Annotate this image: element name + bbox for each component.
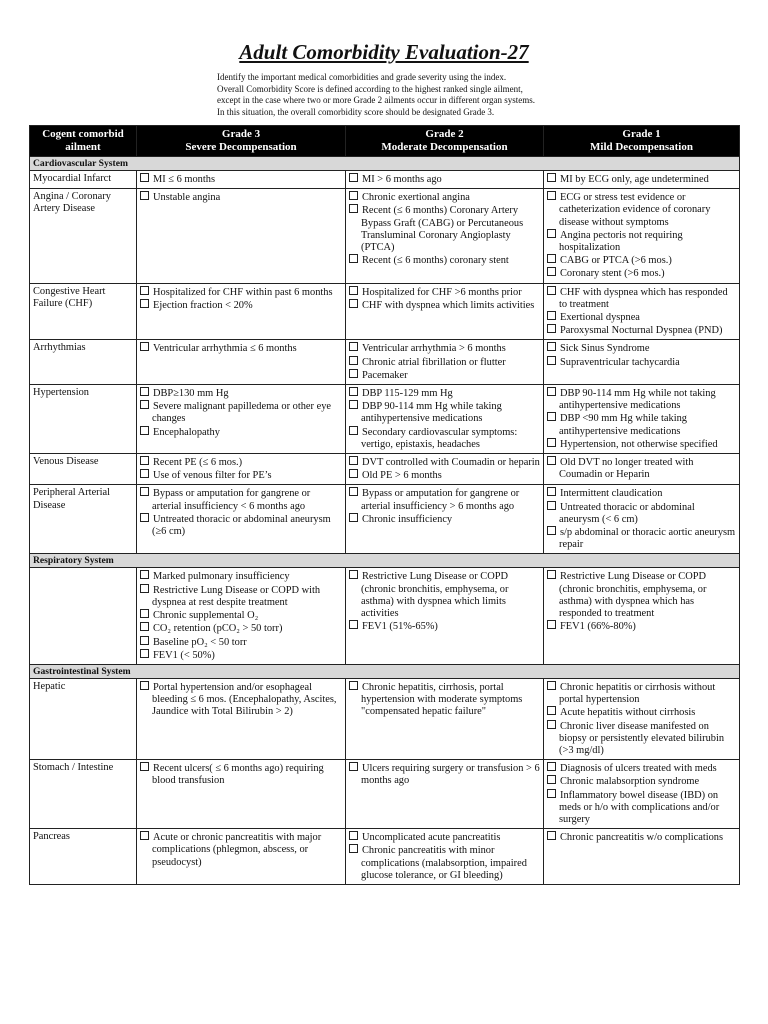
section-header-row [30, 554, 740, 568]
criterion-text: Recent (≤ 6 months) Coronary Artery Bypass Graft (CABG) or Percutaneous Transluminal Coronary Angioplasty (PTCA) [361, 205, 524, 254]
criterion-text: Bypass or amputation for gangrene or arterial insufficiency < 6 months ago [152, 488, 311, 512]
criterion-item [349, 513, 540, 526]
checkbox-icon[interactable] [349, 286, 358, 295]
criterion-text: Uncomplicated acute pancreatitis [362, 832, 501, 844]
criterion-text: Chronic exertional angina [362, 192, 470, 204]
grade-cell-g2 [346, 340, 544, 385]
grade-cell-g2 [346, 189, 544, 283]
criterion-text: CHF with dyspnea which has responded to treatment [559, 286, 728, 310]
grade-cell-g1 [544, 568, 740, 664]
criterion-text: Acute hepatitis without cirrhosis [560, 707, 696, 719]
page-title: Adult Comorbidity Evaluation-27 [239, 40, 529, 64]
criterion-item [140, 400, 342, 425]
criterion-text: Inflammatory bowel disease (IBD) on meds or h/o with complications and/or surgery [559, 789, 720, 825]
grade-cell-g1 [544, 340, 740, 385]
grade-cell-g1 [544, 385, 740, 454]
criterion-item [547, 267, 736, 280]
header-grade-3: Grade 3 Severe Decompensation [137, 126, 346, 157]
table-row [30, 829, 740, 885]
criterion-text: Recent PE (≤ 6 mos.) [153, 457, 243, 469]
criterion-text: Old DVT no longer treated with Coumadin or Heparin [559, 457, 694, 481]
checkbox-icon[interactable] [547, 324, 556, 333]
criterion-text: Chronic pancreatitis w/o complications [560, 832, 724, 844]
criterion-item [140, 387, 342, 400]
criterion-item [547, 324, 736, 337]
grade-cell-g3 [137, 283, 346, 340]
criterion-text: DBP 90-114 mm Hg while taking antihypertensive medications [361, 401, 502, 425]
criterion-text: Hospitalized for CHF >6 months prior [362, 286, 522, 298]
checkbox-icon[interactable] [349, 387, 358, 396]
criterion-item [547, 456, 736, 481]
criterion-item [349, 469, 540, 482]
criterion-text: Hypertension, not otherwise specified [560, 438, 718, 450]
criterion-item [547, 487, 736, 500]
grade-cell-g3 [137, 485, 346, 554]
criterion-item [349, 286, 540, 299]
criterion-text: Secondary cardiovascular symptoms: vertigo, epistaxis, headaches [361, 426, 518, 450]
checkbox-icon[interactable] [140, 649, 149, 658]
table-row [30, 385, 740, 454]
checkbox-icon[interactable] [140, 191, 149, 200]
criterion-text: CO₂ retention (pCO₂ > 50 torr) [153, 623, 283, 635]
grade-cell-g3 [137, 760, 346, 829]
checkbox-icon[interactable] [140, 469, 149, 478]
criterion-item [140, 456, 342, 469]
criterion-item [349, 191, 540, 204]
criterion-item [349, 762, 540, 787]
criterion-text: Marked pulmonary insufficiency [153, 571, 290, 583]
grade-cell-g2 [346, 454, 544, 485]
ailment-cell: Stomach / Intestine [30, 760, 137, 829]
grade-cell-g2 [346, 385, 544, 454]
criterion-text: Ulcers requiring surgery or transfusion > 6 months ago [361, 763, 540, 787]
checkbox-icon[interactable] [547, 267, 556, 276]
checkbox-icon[interactable] [547, 487, 556, 496]
criterion-item [547, 286, 736, 311]
checkbox-icon[interactable] [547, 706, 556, 715]
checkbox-icon[interactable] [547, 831, 556, 840]
criterion-item [349, 844, 540, 882]
checkbox-icon[interactable] [140, 400, 149, 409]
checkbox-icon[interactable] [140, 286, 149, 295]
criterion-item [547, 831, 736, 844]
criterion-text: Intermittent claudication [560, 488, 663, 500]
checkbox-icon[interactable] [349, 620, 358, 629]
checkbox-icon[interactable] [140, 584, 149, 593]
criterion-text: Chronic hepatitis, cirrhosis, portal hypertension with moderate symptoms "compensated hepatic failure" [361, 681, 523, 718]
criterion-text: Encephalopathy [153, 426, 220, 438]
criterion-item [547, 412, 736, 437]
criterion-text: Untreated thoracic or abdominal aneurysm (< 6 cm) [559, 501, 695, 525]
checkbox-icon[interactable] [140, 681, 149, 690]
checkbox-icon[interactable] [547, 620, 556, 629]
checkbox-icon[interactable] [349, 426, 358, 435]
checkbox-icon[interactable] [140, 487, 149, 496]
criterion-text: Recent (≤ 6 months) coronary stent [362, 255, 509, 267]
criterion-text: Untreated thoracic or abdominal aneurysm (≥6 cm) [152, 513, 331, 538]
criterion-item [349, 299, 540, 312]
ailment-cell: Venous Disease [30, 454, 137, 485]
section-title: Respiratory System [30, 554, 740, 568]
checkbox-icon[interactable] [349, 456, 358, 465]
checkbox-icon[interactable] [547, 762, 556, 771]
checkbox-icon[interactable] [547, 229, 556, 238]
criterion-item [349, 342, 540, 355]
checkbox-icon[interactable] [547, 254, 556, 263]
grade-cell-g2 [346, 678, 544, 759]
table-row [30, 189, 740, 283]
instructions [217, 72, 597, 118]
criterion-item [547, 775, 736, 788]
criterion-item [547, 501, 736, 526]
criterion-item [140, 286, 342, 299]
checkbox-icon[interactable] [140, 636, 149, 645]
criterion-text: Bypass or amputation for gangrene or arterial insufficiency > 6 months ago [361, 488, 520, 512]
ailment-cell: Congestive Heart Failure (CHF) [30, 283, 137, 340]
criterion-item [140, 342, 342, 355]
criterion-text: Severe malignant papilledema or other eye changes [152, 401, 332, 425]
checkbox-icon[interactable] [547, 501, 556, 510]
checkbox-icon[interactable] [547, 342, 556, 351]
grade-cell-g2 [346, 760, 544, 829]
checkbox-icon[interactable] [140, 831, 149, 840]
criterion-text: Coronary stent (>6 mos.) [560, 268, 665, 280]
checkbox-icon[interactable] [349, 570, 358, 579]
criterion-item [547, 173, 736, 186]
criterion-item [349, 369, 540, 382]
grade-cell-g1 [544, 283, 740, 340]
criterion-item [349, 620, 540, 633]
criterion-item [140, 487, 342, 512]
criterion-item [349, 570, 540, 620]
criterion-item [140, 622, 342, 635]
checkbox-icon[interactable] [547, 412, 556, 421]
grade-cell-g3 [137, 454, 346, 485]
criterion-text: Recent ulcers( ≤ 6 months ago) requiring blood transfusion [152, 763, 324, 787]
criterion-item [547, 254, 736, 267]
grade-cell-g2 [346, 829, 544, 885]
grade-cell-g1 [544, 171, 740, 189]
criterion-item [547, 342, 736, 355]
criterion-item [349, 356, 540, 369]
grade-cell-g1 [544, 454, 740, 485]
criterion-text: Chronic insufficiency [362, 513, 453, 525]
criterion-text: DBP 90-114 mm Hg while not taking antihypertensive medications [559, 388, 716, 412]
criterion-item [547, 526, 736, 551]
grade-cell-g1 [544, 485, 740, 554]
criterion-text: Exertional dyspnea [560, 312, 640, 324]
criterion-text: Baseline pO₂ < 50 torr [153, 636, 247, 648]
criterion-text: Chronic hepatitis or cirrhosis without portal hypertension [559, 681, 716, 706]
criterion-text: DVT controlled with Coumadin or heparin [362, 457, 540, 469]
criterion-item [547, 438, 736, 451]
checkbox-icon[interactable] [349, 469, 358, 478]
criterion-text: Sick Sinus Syndrome [560, 343, 650, 355]
table-row [30, 678, 740, 759]
checkbox-icon[interactable] [140, 622, 149, 631]
checkbox-icon[interactable] [349, 342, 358, 351]
criterion-item [547, 720, 736, 758]
checkbox-icon[interactable] [547, 286, 556, 295]
criterion-item [140, 173, 342, 186]
criterion-text: Restrictive Lung Disease or COPD with dyspnea at rest despite treatment [152, 584, 321, 608]
criterion-text: DBP≥130 mm Hg [153, 388, 229, 400]
grade-cell-g1 [544, 678, 740, 759]
ailment-cell: Hepatic [30, 678, 137, 759]
criterion-text: Chronic atrial fibrillation or flutter [362, 356, 506, 368]
grade-cell-g1 [544, 760, 740, 829]
criterion-item [140, 426, 342, 439]
checkbox-icon[interactable] [547, 191, 556, 200]
criterion-item [140, 649, 342, 662]
checkbox-icon[interactable] [547, 438, 556, 447]
checkbox-icon[interactable] [140, 762, 149, 771]
checkbox-icon[interactable] [547, 775, 556, 784]
criterion-text: Old PE > 6 months [362, 470, 442, 482]
criterion-item [140, 831, 342, 869]
criterion-item [140, 469, 342, 482]
grade-cell-g3 [137, 171, 346, 189]
grade-cell-g3 [137, 829, 346, 885]
checkbox-icon[interactable] [140, 513, 149, 522]
criterion-item [349, 400, 540, 425]
checkbox-icon[interactable] [140, 456, 149, 465]
instruction-line: In this situation, the overall comorbidity score should be designated Grade 3. [217, 106, 495, 117]
checkbox-icon[interactable] [349, 356, 358, 365]
table-row [30, 171, 740, 189]
criterion-item [349, 204, 540, 254]
table-row [30, 340, 740, 385]
criterion-item [349, 681, 540, 719]
criterion-text: FEV1 (51%-65%) [362, 621, 438, 633]
criterion-item [349, 387, 540, 400]
checkbox-icon[interactable] [547, 720, 556, 729]
table-row [30, 454, 740, 485]
header-grade-1: Grade 1 Mild Decompensation [544, 126, 740, 157]
ailment-cell: Myocardial Infarct [30, 171, 137, 189]
checkbox-icon[interactable] [547, 681, 556, 690]
criterion-item [140, 762, 342, 787]
criterion-item [547, 570, 736, 620]
checkbox-icon[interactable] [547, 311, 556, 320]
checkbox-icon[interactable] [349, 487, 358, 496]
criterion-text: DBP 115-129 mm Hg [362, 388, 453, 400]
checkbox-icon[interactable] [140, 570, 149, 579]
ailment-cell: Arrhythmias [30, 340, 137, 385]
checkbox-icon[interactable] [349, 191, 358, 200]
criterion-text: Ventricular arrhythmia > 6 months [362, 343, 506, 355]
criterion-text: Supraventricular tachycardia [560, 356, 680, 368]
checkbox-icon[interactable] [547, 456, 556, 465]
checkbox-icon[interactable] [349, 254, 358, 263]
table-row [30, 485, 740, 554]
criterion-item [140, 191, 342, 204]
criterion-item [547, 789, 736, 827]
instruction-line: Overall Comorbidity Score is defined according to the highest ranked single ailment, [217, 83, 523, 94]
checkbox-icon[interactable] [349, 299, 358, 308]
checkbox-icon[interactable] [349, 400, 358, 409]
criterion-text: Ejection fraction < 20% [153, 299, 253, 311]
criterion-text: MI ≤ 6 months [153, 174, 215, 185]
section-header-row [30, 664, 740, 678]
criterion-item [349, 254, 540, 267]
criterion-text: Restrictive Lung Disease or COPD (chronic bronchitis, emphysema, or asthma) with dyspnea which has responded to treatment [559, 571, 707, 620]
grade-cell-g2 [346, 485, 544, 554]
criterion-text: Acute or chronic pancreatitis with major complications (phlegmon, abscess, or pseudocyst) [152, 832, 322, 868]
criterion-item [140, 570, 342, 583]
checkbox-icon[interactable] [547, 173, 556, 182]
checkbox-icon[interactable] [547, 789, 556, 798]
checkbox-icon[interactable] [547, 526, 556, 535]
criterion-item [547, 191, 736, 229]
criterion-text: Ventricular arrhythmia ≤ 6 months [153, 343, 297, 355]
criterion-text: Restrictive Lung Disease or COPD (chronic bronchitis, emphysema, or asthma) with dyspnea which limits activities [361, 571, 509, 620]
criterion-text: Use of venous filter for PE’s [153, 470, 272, 482]
table-header-row [30, 126, 740, 157]
criterion-text: ECG or stress test evidence or catheterization evidence of coronary disease without symptoms [559, 192, 711, 228]
ailment-cell: Pancreas [30, 829, 137, 885]
grade-cell-g1 [544, 829, 740, 885]
criterion-item [140, 513, 342, 538]
criterion-text: Chronic malabsorption syndrome [560, 776, 700, 788]
section-title: Gastrointestinal System [30, 664, 740, 678]
checkbox-icon[interactable] [547, 356, 556, 365]
checkbox-icon[interactable] [349, 762, 358, 771]
checkbox-icon[interactable] [349, 844, 358, 853]
section-title: Cardiovascular System [30, 157, 740, 171]
criterion-text: Unstable angina [153, 192, 221, 204]
criterion-item [349, 426, 540, 451]
criterion-text: FEV1 (66%-80%) [560, 621, 636, 633]
criterion-item [349, 456, 540, 469]
checkbox-icon[interactable] [349, 681, 358, 690]
section-header-row [30, 157, 740, 171]
checkbox-icon[interactable] [349, 513, 358, 522]
criterion-text: DBP <90 mm Hg while taking antihypertensive medications [559, 413, 687, 437]
criterion-item [349, 487, 540, 512]
criterion-item [140, 299, 342, 312]
grade-cell-g3 [137, 568, 346, 664]
criterion-text: Pacemaker [362, 369, 408, 381]
checkbox-icon[interactable] [140, 173, 149, 182]
checkbox-icon[interactable] [140, 609, 149, 618]
grade-cell-g2 [346, 283, 544, 340]
checkbox-icon[interactable] [140, 426, 149, 435]
instruction-line: Identify the important medical comorbidities and grade severity using the index. [217, 72, 507, 82]
criterion-text: MI by ECG only, age undetermined [560, 174, 709, 185]
checkbox-icon[interactable] [547, 570, 556, 579]
grade-cell-g3 [137, 385, 346, 454]
criterion-item [140, 609, 342, 622]
grade-cell-g1 [544, 189, 740, 283]
criterion-item [547, 706, 736, 719]
criterion-text: Portal hypertension and/or esophageal bleeding ≤ 6 mos. (Encephalopathy, Ascites, Jaundice with Total Bilirubin > 2) [152, 681, 337, 718]
criterion-text: Hospitalized for CHF within past 6 months [153, 286, 333, 298]
ailment-cell: Hypertension [30, 385, 137, 454]
instruction-line: except in the case where two or more Grade 2 ailments occur in different organ systems. [217, 95, 536, 105]
grade-cell-g2 [346, 568, 544, 664]
criterion-item [547, 387, 736, 412]
ailment-cell [30, 568, 137, 664]
criterion-item [140, 681, 342, 719]
criterion-text: Chronic supplemental O₂ [153, 610, 259, 622]
criterion-text: FEV1 (< 50%) [153, 649, 215, 661]
criterion-item [547, 620, 736, 633]
header-ailment: Cogent comorbid ailment [30, 126, 137, 157]
ailment-cell: Angina / Coronary Artery Disease [30, 189, 137, 283]
criterion-text: Angina pectoris not requiring hospitalization [559, 229, 683, 254]
checkbox-icon[interactable] [547, 387, 556, 396]
criterion-text: Chronic pancreatitis with minor complications (malabsorption, impaired glucose tolerance, or GI bleeding) [361, 845, 527, 881]
checkbox-icon[interactable] [140, 299, 149, 308]
criterion-item [547, 762, 736, 775]
checkbox-icon[interactable] [349, 173, 358, 182]
criterion-item [140, 636, 342, 649]
criterion-item [349, 831, 540, 844]
grade-cell-g2 [346, 171, 544, 189]
criterion-text: Chronic liver disease manifested on biopsy or persistently elevated bilirubin (>3 mg/dl) [559, 720, 725, 756]
grade-cell-g3 [137, 189, 346, 283]
criterion-text: MI > 6 months ago [362, 174, 442, 185]
header-grade-2: Grade 2 Moderate Decompensation [346, 126, 544, 157]
table-row [30, 760, 740, 829]
checkbox-icon[interactable] [140, 387, 149, 396]
checkbox-icon[interactable] [349, 204, 358, 213]
checkbox-icon[interactable] [349, 831, 358, 840]
criterion-item [547, 681, 736, 706]
criterion-item [547, 311, 736, 324]
checkbox-icon[interactable] [140, 342, 149, 351]
table-row [30, 283, 740, 340]
criterion-item [140, 584, 342, 609]
criterion-item [547, 356, 736, 369]
criterion-text: s/p abdominal or thoracic aortic aneurysm repair [559, 527, 736, 551]
criterion-text: Diagnosis of ulcers treated with meds [560, 763, 717, 775]
table-body [30, 157, 740, 885]
criterion-text: CHF with dyspnea which limits activities [362, 299, 535, 311]
grade-cell-g3 [137, 340, 346, 385]
criterion-item [349, 173, 540, 186]
criterion-text: CABG or PTCA (>6 mos.) [560, 255, 672, 267]
ailment-cell: Peripheral Arterial Disease [30, 485, 137, 554]
criterion-text: Paroxysmal Nocturnal Dyspnea (PND) [560, 325, 723, 337]
criterion-item [547, 229, 736, 254]
grade-cell-g3 [137, 678, 346, 759]
comorbidity-table [29, 125, 740, 885]
checkbox-icon[interactable] [349, 369, 358, 378]
table-row [30, 568, 740, 664]
